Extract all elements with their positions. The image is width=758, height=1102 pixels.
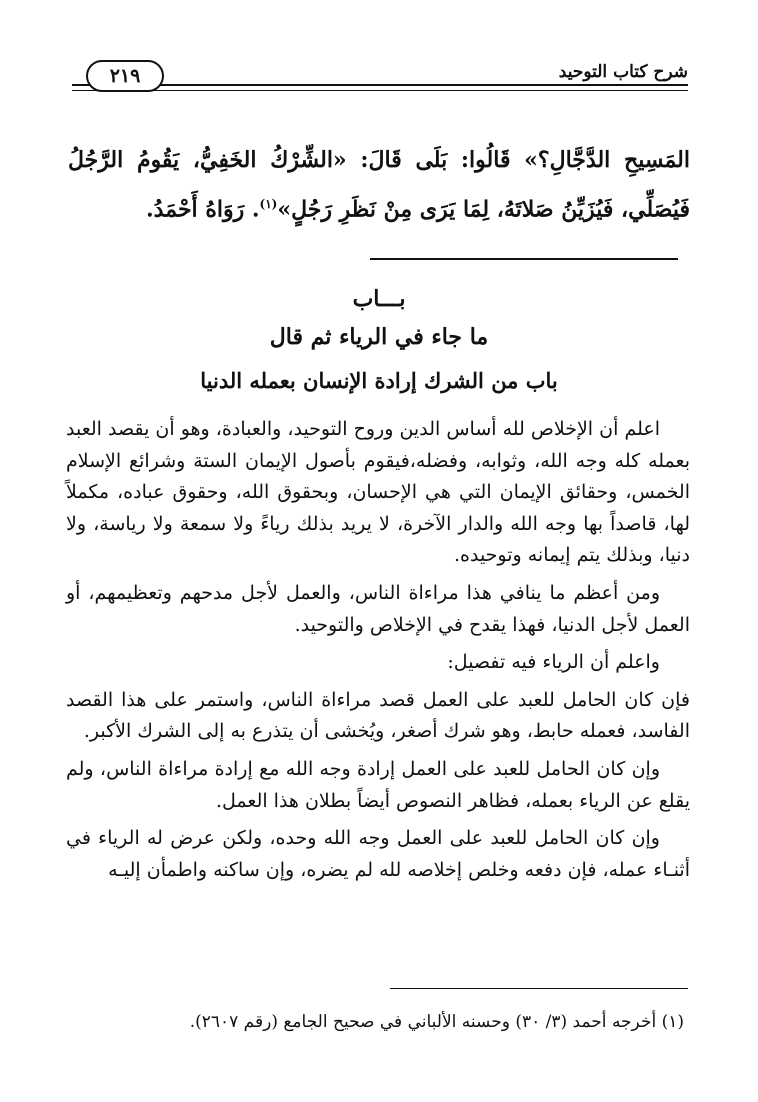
- paragraph: اعلم أن الإخلاص لله أساس الدين وروح التوحيد، والعبادة، وهو أن يقصد العبد بعمله كله وجه الله، وثوابه، وفضله،فيقوم بأصول الإيمان الستة وشرائع الإسلام الخمس، وحقائق الإيمان التي هي الإحسان، وبحقوق الله، وحقوق عباده، مكملاً لها، قاصداً بها وجه الله والدار الآخرة، لا يريد بذلك رياءً ولا سمعة ولا رياسة، ولا دنيا، وبذلك يتم إيمانه وتوحيده.: [66, 418, 690, 567]
- hadith-text: المَسِيحِ الدَّجَّالِ؟» قَالُوا: بَلَى قَالَ: «الشِّرْكُ الخَفِيُّ، يَقُومُ الرَّجُلُ فَيُصَلِّي، فَيُزَيِّنُ صَلاتَهُ، لِمَا يَرَى مِنْ نَظَرِ رَجُلٍ»: [68, 147, 690, 223]
- paragraph: ومن أعظم ما ينافي هذا مراءاة الناس، والعمل لأجل مدحهم وتعظيمهم، أو العمل لأجل الدنيا، فهذا يقدح في الإخلاص والتوحيد.: [66, 581, 690, 636]
- chapter-title: ما جاء في الرياء ثم قال: [269, 324, 489, 350]
- footnote-ref[interactable]: (١): [259, 197, 278, 211]
- header-rule: [72, 84, 688, 86]
- running-title: شرح كتاب التوحيد: [558, 62, 688, 82]
- chapter-label: بـــاب: [352, 286, 406, 312]
- paragraph: وإن كان الحامل للعبد على العمل وجه الله وحده، ولكن عرض له الرياء في أثنـاء عمله، فإن دفعه وخلص إخلاصه لله لم يضره، وإن ساكنه واطمأن إليـه: [66, 827, 690, 881]
- hadith-source: . رَوَاهُ أَحْمَدُ.: [146, 196, 260, 223]
- footnote: (١) أخرجه أحمد (٣/ ٣٠) وحسنه الألباني في صحيح الجامع (رقم ٢٦٠٧).: [189, 1012, 684, 1032]
- body-text: [66, 414, 690, 892]
- paragraph: وإن كان الحامل للعبد على العمل إرادة وجه الله مع إرادة مراءاة الناس، ولم يقلع عن الرياء بعمله، فظاهر النصوص أيضاً بطلان هذا العمل.: [66, 757, 690, 812]
- page-number: ٢١٩: [86, 60, 164, 92]
- chapter-subtitle: باب من الشرك إرادة الإنسان بعمله الدنيا: [200, 368, 558, 393]
- footnote-divider: [390, 988, 688, 989]
- paragraph: فإن كان الحامل للعبد على العمل قصد مراءاة الناس، واستمر على هذا القصد الفاسد، فعمله حابط، وهو شرك أصغر، ويُخشى أن يتذرع به إلى الشرك الأكبر.: [66, 688, 690, 743]
- paragraph: واعلم أن الرياء فيه تفصيل:: [447, 651, 660, 674]
- hadith-paragraph: [68, 138, 690, 231]
- section-divider: [370, 258, 678, 260]
- header-rule-thin: [72, 90, 688, 91]
- page-header: [72, 56, 688, 96]
